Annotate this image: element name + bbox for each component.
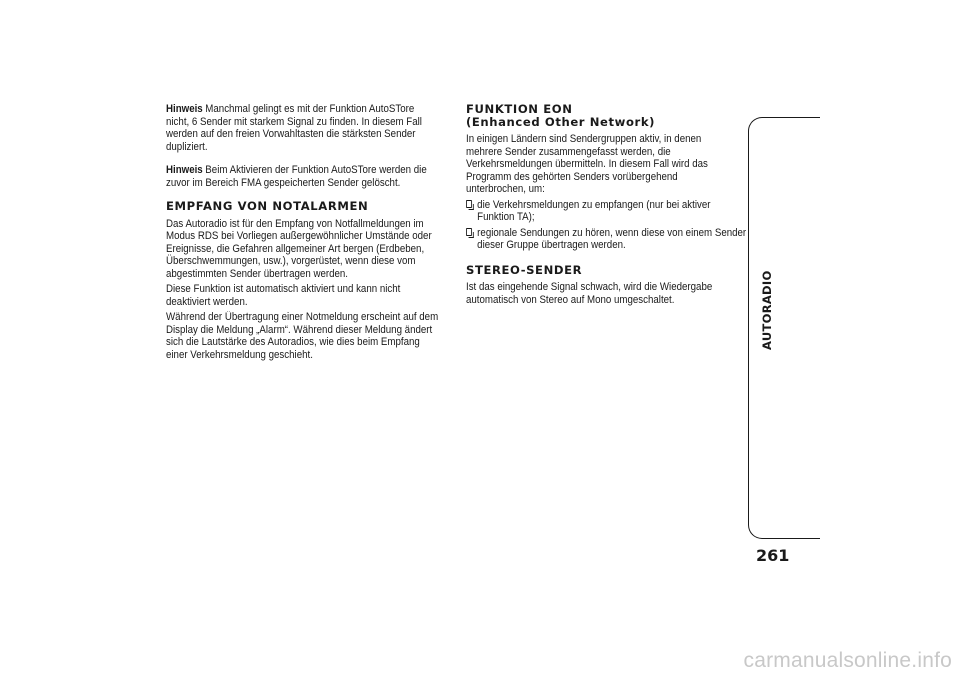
list-item-text: regionale Sendungen zu hören, wenn diese von einem Sender dieser Gruppe übertragen werden. [477, 226, 747, 251]
section-heading-stereo: STEREO-SENDER [466, 262, 583, 277]
note-label: Hinweis [166, 103, 203, 115]
chapter-title: AUTORADIO [760, 270, 774, 350]
watermark: carmanualsonline.info [743, 649, 952, 672]
chapter-tab [748, 117, 820, 539]
note-text: Beim Aktivieren der Funktion AutoSTore werden die zuvor im Bereich FMA gespeicherten Sender gelöscht. [166, 164, 427, 189]
paragraph: Diese Funktion ist automatisch aktiviert und kann nicht deaktiviert werden. [166, 283, 401, 308]
bullet-list [466, 198, 747, 252]
left-column [166, 103, 440, 364]
paragraph: Während der Übertragung einer Notmeldung erscheint auf dem Display die Meldung „Alarm“. Während dieser Meldung ändert sich die Lautstärke des Autoradios, wie dies beim Empfang einer Verkehrsmeldung geschieht. [166, 311, 439, 361]
note-autostore-delete [166, 164, 439, 189]
paragraph: Ist das eingehende Signal schwach, wird die Wiedergabe automatisch von Stereo auf Mono umgeschaltet. [466, 281, 713, 306]
heading-line: (Enhanced Other Network) [466, 114, 656, 129]
heading-line: FUNKTION EON [466, 102, 573, 116]
note-text: Manchmal gelingt es mit der Funktion AutoSTore nicht, 6 Sender mit starkem Signal zu finden. In diesem Fall werden auf den freien Vorwahltasten die stärksten Sender dupliziert. [166, 103, 422, 153]
page-number: 261 [756, 546, 790, 565]
right-column [466, 102, 747, 309]
note-label: Hinweis [166, 164, 203, 176]
paragraph: In einigen Ländern sind Sendergruppen aktiv, in denen mehrere Sender zusammengefasst werden, die Verkehrsmeldungen übermitteln. In diesem Fall wird das Programm des gehörten Senders vorübergehend unterbrochen, um: [466, 133, 708, 195]
list-item-text: die Verkehrsmeldungen zu empfangen (nur bei aktiver Funktion TA); [477, 198, 711, 223]
box-bullet-icon [466, 200, 472, 208]
paragraph: Das Autoradio ist für den Empfang von Notfallmeldungen im Modus RDS bei Vorliegen außergewöhnlicher Umstände oder Ereignisse, die Gefahren allgemeiner Art bergen (Erdbeben, Überschwemmungen, usw.), vorgerüstet, wenn diese vom abgestimmten Sender übertragen werden. [166, 217, 432, 280]
list-item [466, 199, 749, 224]
list-item [466, 227, 749, 252]
note-autostore-duplicate [166, 103, 439, 153]
box-bullet-icon [466, 228, 472, 236]
section-heading-eon [466, 103, 738, 128]
section-heading-emergency: EMPFANG VON NOTALARMEN [166, 199, 369, 213]
